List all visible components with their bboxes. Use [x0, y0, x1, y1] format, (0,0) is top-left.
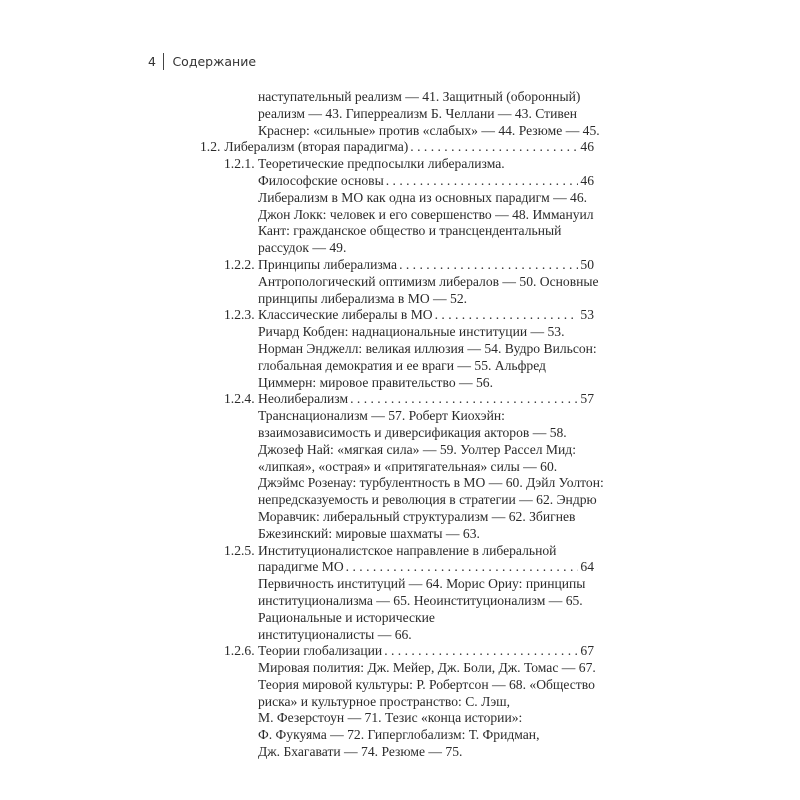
toc-page-number: 46	[580, 172, 594, 188]
toc-continuation-line	[200, 375, 594, 392]
table-of-contents	[200, 89, 604, 761]
dot-leader	[410, 139, 578, 156]
toc-entry	[200, 391, 594, 408]
toc-continuation-line	[200, 660, 594, 677]
toc-entry	[200, 156, 594, 173]
toc-entry	[200, 643, 594, 660]
toc-entry-text: Моравчик: либеральный структурализм — 62. Збигнев	[258, 508, 576, 524]
toc-entry-number: 1.2.6.	[224, 643, 255, 659]
toc-entry-text: Транснационализм — 57. Роберт Киохэйн:	[258, 408, 505, 424]
toc-entry-text: Джэймс Розенау: турбулентность в МО — 60. Дэйл Уолтон:	[258, 475, 604, 491]
toc-continuation-line	[200, 358, 594, 375]
toc-continuation-line	[200, 475, 604, 492]
toc-continuation-line	[200, 240, 594, 257]
toc-entry	[200, 139, 594, 156]
toc-entry-text: Джон Локк: человек и его совершенство — 48. Иммануил	[258, 206, 594, 222]
toc-entry-text: наступательный реализм — 41. Защитный (оборонный)	[258, 89, 581, 104]
toc-entry-text: институционализма — 65. Неоинституционализм — 65.	[258, 592, 583, 608]
toc-entry-text: Джозеф Най: «мягкая сила» — 59. Уолтер Рассел Мид:	[258, 441, 576, 457]
toc-entry-text: Норман Энджелл: великая иллюзия — 54. Вудро Вильсон:	[258, 340, 597, 356]
toc-entry-text: Антропологический оптимизм либералов — 50. Основные	[258, 273, 599, 289]
running-header	[148, 53, 256, 70]
toc-page-number: 64	[580, 559, 594, 575]
toc-entry-text: Либерализм (вторая парадигма)	[224, 139, 409, 155]
toc-entry-text: реализм — 43. Гиперреализм Б. Челлани — 43. Стивен	[258, 105, 578, 121]
toc-entry-text: Бжезинский: мировые шахматы — 63.	[258, 525, 480, 541]
toc-continuation-line	[200, 324, 594, 341]
toc-continuation-line	[200, 576, 594, 593]
toc-entry	[200, 543, 594, 560]
toc-entry-number: 1.2.2.	[224, 256, 255, 272]
toc-page-number: 53	[580, 307, 594, 323]
toc-continuation-line	[200, 190, 594, 207]
toc-entry-text: рассудок — 49.	[258, 240, 347, 256]
toc-entry-text: непредсказуемость и революция в стратегии — 62. Эндрю	[258, 492, 597, 508]
toc-entry-text: Классические либералы в МО	[258, 307, 433, 323]
toc-continuation-line	[200, 727, 594, 744]
toc-entry-text: Неолиберализм	[258, 391, 349, 407]
toc-entry-number: 1.2.4.	[224, 391, 255, 407]
toc-entry-text: Кант: гражданское общество и трансцендентальный	[258, 223, 562, 239]
toc-entry-number: 1.2.5.	[224, 542, 255, 558]
toc-continuation-line	[200, 291, 594, 308]
toc-entry-text: М. Фезерстоун — 71. Тезис «конца истории»:	[258, 710, 523, 726]
toc-continuation-line	[200, 459, 594, 476]
toc-entry-text: Первичность институций — 64. Морис Ориу: принципы	[258, 576, 586, 592]
toc-continuation-line	[200, 744, 594, 761]
toc-continuation-line	[200, 173, 594, 190]
toc-continuation-line	[200, 509, 594, 526]
toc-continuation-line	[200, 526, 594, 543]
toc-entry-text: риска» и культурное пространство: С. Лэш,	[258, 693, 511, 709]
toc-continuation-line	[200, 207, 594, 224]
toc-page-number: 57	[580, 391, 594, 407]
toc-entry-text: Циммерн: мировое правительство — 56.	[258, 374, 494, 390]
toc-continuation-line	[200, 106, 594, 123]
toc-entry-text: Либерализм в МО как одна из основных парадигм — 46.	[258, 189, 588, 205]
toc-continuation-line	[200, 340, 597, 358]
toc-entry-text: Краснер: «сильные» против «слабых» — 44. Резюме — 45.	[258, 122, 600, 138]
toc-entry	[200, 307, 594, 324]
toc-entry-text: Мировая полития: Дж. Мейер, Дж. Боли, Дж. Томас — 67.	[258, 660, 596, 676]
dot-leader	[350, 391, 578, 408]
toc-entry-text: Ф. Фукуяма — 72. Гиперглобализм: Т. Фридман,	[258, 727, 540, 743]
toc-page-number: 50	[580, 256, 594, 272]
toc-entry-text: взаимозависимость и диверсификация акторов — 58.	[258, 424, 567, 440]
running-title: Содержание	[172, 54, 257, 69]
toc-continuation-line	[200, 122, 600, 140]
toc-entry-text: глобальная демократия и ее враги — 55. Альфред	[258, 357, 546, 373]
toc-continuation-line	[200, 694, 594, 711]
toc-continuation-line	[200, 273, 599, 291]
dot-leader	[346, 559, 579, 576]
toc-entry-text: Принципы либерализма	[258, 256, 398, 272]
toc-entry-text: Теории глобализации	[258, 643, 383, 659]
toc-entry-number: 1.2.3.	[224, 307, 255, 323]
toc-continuation-line	[200, 559, 594, 576]
toc-entry-text: Дж. Бхагавати — 74. Резюме — 75.	[258, 744, 463, 760]
toc-entry-number: 1.2.1.	[224, 156, 255, 172]
toc-continuation-line	[200, 627, 594, 644]
dot-leader	[384, 643, 578, 660]
toc-entry-text: Теоретические предпосылки либерализма.	[258, 156, 505, 172]
toc-continuation-line	[200, 425, 594, 442]
toc-entry-number: 1.2.	[200, 139, 221, 155]
toc-entry-text: принципы либерализма в МО — 52.	[258, 290, 468, 306]
toc-entry-text: парадигме МО	[258, 559, 344, 575]
dot-leader	[399, 257, 578, 274]
toc-entry-text: Рациональные и исторические	[258, 609, 435, 625]
toc-entry-text: Теория мировой культуры: Р. Робертсон — 68. «Общество	[258, 676, 595, 692]
toc-continuation-line	[200, 710, 594, 727]
toc-continuation-line	[200, 408, 594, 425]
toc-entry-text: Ричард Кобден: наднациональные институции — 53.	[258, 324, 565, 340]
toc-continuation-line	[200, 223, 594, 240]
toc-entry	[200, 257, 594, 274]
toc-entry-text: Институционалистское направление в либеральной	[258, 542, 557, 558]
toc-entry-text: Философские основы	[258, 172, 384, 188]
toc-continuation-line	[200, 442, 594, 459]
toc-continuation-line	[200, 492, 597, 509]
dot-leader	[435, 307, 579, 324]
toc-continuation-line	[200, 610, 594, 627]
toc-continuation-line	[200, 677, 594, 694]
header-divider	[163, 53, 165, 70]
toc-entry-text: институционалисты — 66.	[258, 626, 412, 642]
toc-page-number: 46	[580, 139, 594, 155]
toc-continuation-line	[200, 593, 594, 610]
dot-leader	[386, 173, 579, 190]
toc-page-number: 67	[580, 643, 594, 659]
page-number: 4	[148, 54, 156, 69]
toc-continuation-line	[200, 89, 594, 106]
toc-entry-text: «липкая», «острая» и «притягательная» силы — 60.	[258, 458, 558, 474]
